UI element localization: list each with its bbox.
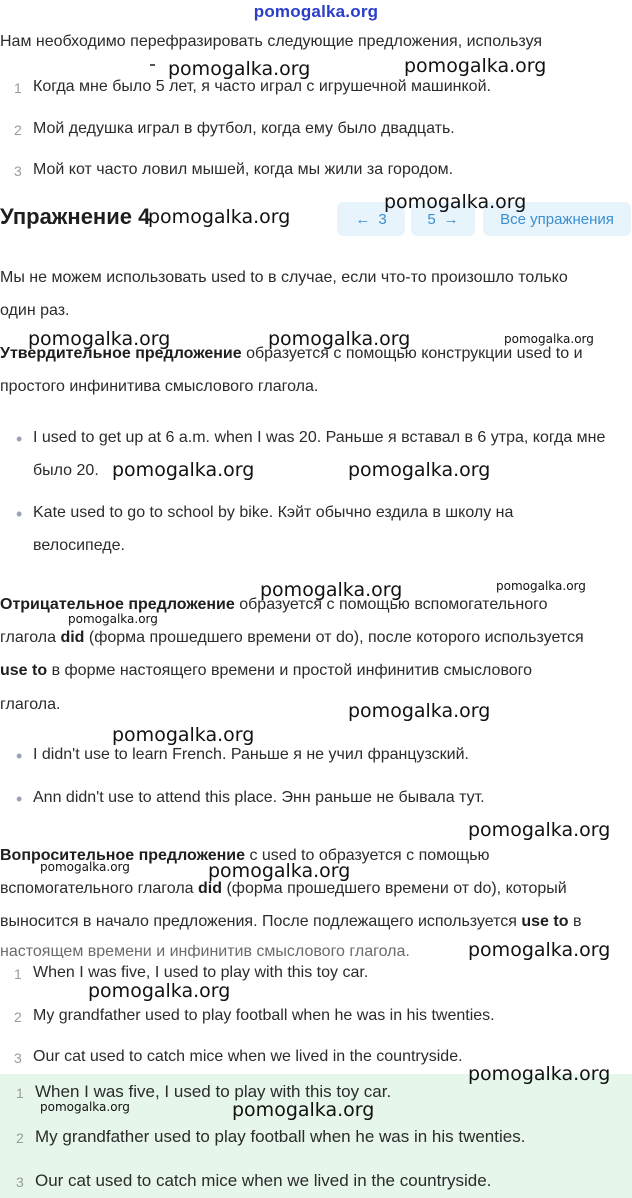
bullet-icon: • [16,504,23,524]
prev-exercise-label: 3 [378,210,387,228]
question-text-pre: выносится в начало предложения. После подлежащего используется [0,913,522,930]
intro-text: Нам необходимо перефразировать следующие предложения, используя [0,33,543,50]
negative-heading: Отрицательное предложение [0,596,235,613]
question-text-line4-cut: настоящем времени и инфинитив смыслового глагола. [0,944,410,958]
question-text-line3 [0,913,581,931]
list-number: 3 [14,163,22,179]
list-number: 1 [14,80,22,96]
answer-number: 2 [14,1009,22,1025]
watermark: pomogalka.org [40,860,130,874]
answer-number: 3 [14,1050,22,1066]
example-item-cont: было 20. [33,462,99,479]
example-item: I used to get up at 6 a.m. when I was 20. Раньше я вставал в 6 утра, когда мне [33,429,606,446]
example-item: I didn't use to learn French. Раньше я не учил французский. [33,746,469,763]
question-keyword-did: did [198,880,222,897]
watermark: pomogalka.org [88,980,231,1002]
watermark: pomogalka.org [268,328,411,350]
question-heading: Вопросительное предложение [0,847,246,864]
affirmative-text: образуется с помощью конструкции used to и [241,345,583,362]
watermark: pomogalka.org [504,332,594,346]
answer-number: 1 [16,1085,24,1101]
negative-text-pre: глагола [0,629,61,646]
example-item: Ann didn't use to attend this place. Энн раньше не бывала тут. [33,789,485,806]
list-item: Когда мне было 5 лет, я часто играл с игрушечной машинкой. [33,78,491,95]
negative-keyword-did: did [60,629,85,646]
watermark: pomogalka.org [260,579,403,601]
answer-number: 3 [16,1174,24,1190]
rule-text-line1: Мы не можем использовать used to в случае, если что-то произошло только [0,269,568,286]
question-keyword-use-to: use to [521,913,569,930]
watermark: pomogalka.org [68,612,158,626]
bullet-icon: • [16,746,23,766]
watermark: pomogalka.org [168,58,311,80]
example-item: Kate used to go to school by bike. Кэйт обычно ездила в школу на [33,504,514,521]
answer-item: Our cat used to catch mice when we lived in the countryside. [33,1048,463,1065]
watermark: pomogalka.org [468,819,611,841]
watermark: pomogalka.org [112,724,255,746]
negative-text: образуется с помощью вспомогательного [234,596,548,613]
watermark: pomogalka.org [348,459,491,481]
answer-item-highlighted: My grandfather used to play football when he was in his twenties. [35,1127,526,1146]
watermark: pomogalka.org [112,459,255,481]
watermark: pomogalka.org [40,1100,130,1114]
arrow-left-icon: ← [355,210,371,228]
next-exercise-label: 5 [427,210,436,228]
watermark: pomogalka.org [384,191,527,213]
exercise-title: Упражнение 4 [0,204,151,229]
watermark: pomogalka.org [28,328,171,350]
question-text-post: в [568,913,582,930]
negative-text-line2 [0,629,584,647]
watermark: pomogalka.org [232,1099,375,1121]
negative-text-line4: глагола. [0,696,61,713]
watermark: pomogalka.org [468,939,611,961]
watermark: pomogalka.org [404,55,547,77]
answer-number: 2 [16,1130,24,1146]
answer-item-highlighted: When I was five, I used to play with this toy car. [35,1082,392,1101]
answer-item-highlighted: Our cat used to catch mice when we lived in the countryside. [35,1171,492,1190]
watermark: pomogalka.org [148,206,291,228]
bullet-icon: • [16,789,23,809]
negative-keyword-use-to: use to [0,662,48,679]
affirmative-heading: Утвердительное предложение [0,345,242,362]
negative-text-post: в форме настоящего времени и простой инфинитив смыслового [47,662,533,679]
watermark: pomogalka.org [348,700,491,722]
list-item: Мой кот часто ловил мышей, когда мы жили за городом. [33,161,454,178]
question-text: с used to образуется с помощью [245,847,490,864]
arrow-right-icon: → [443,210,459,228]
watermark: pomogalka.org [468,1063,611,1085]
watermark-top: pomogalka.org [253,2,379,21]
watermark: pomogalka.org [496,579,586,593]
list-item: Мой дедушка играл в футбол, когда ему было двадцать. [33,120,455,137]
example-item-cont: велосипеде. [33,537,125,554]
watermark: pomogalka.org [208,860,351,882]
cut-mark [150,64,155,66]
answer-item: My grandfather used to play football when he was in his twenties. [33,1007,495,1024]
negative-text-post: (форма прошедшего времени от do), после которого используется [84,629,584,646]
bullet-icon: • [16,429,23,449]
list-number: 2 [14,122,22,138]
rule-text-line2: один раз. [0,302,70,319]
answer-item: When I was five, I used to play with this toy car. [33,964,369,981]
all-exercises-label: Все упражнения [500,210,614,228]
answer-number: 1 [14,966,22,982]
question-text-line2 [0,880,567,898]
affirmative-text-line2: простого инфинитива смыслового глагола. [0,378,319,395]
question-text-post: (форма прошедшего времени от do), который [222,880,567,897]
negative-text-line3 [0,662,532,680]
question-text-pre: вспомогательного глагола [0,880,198,897]
